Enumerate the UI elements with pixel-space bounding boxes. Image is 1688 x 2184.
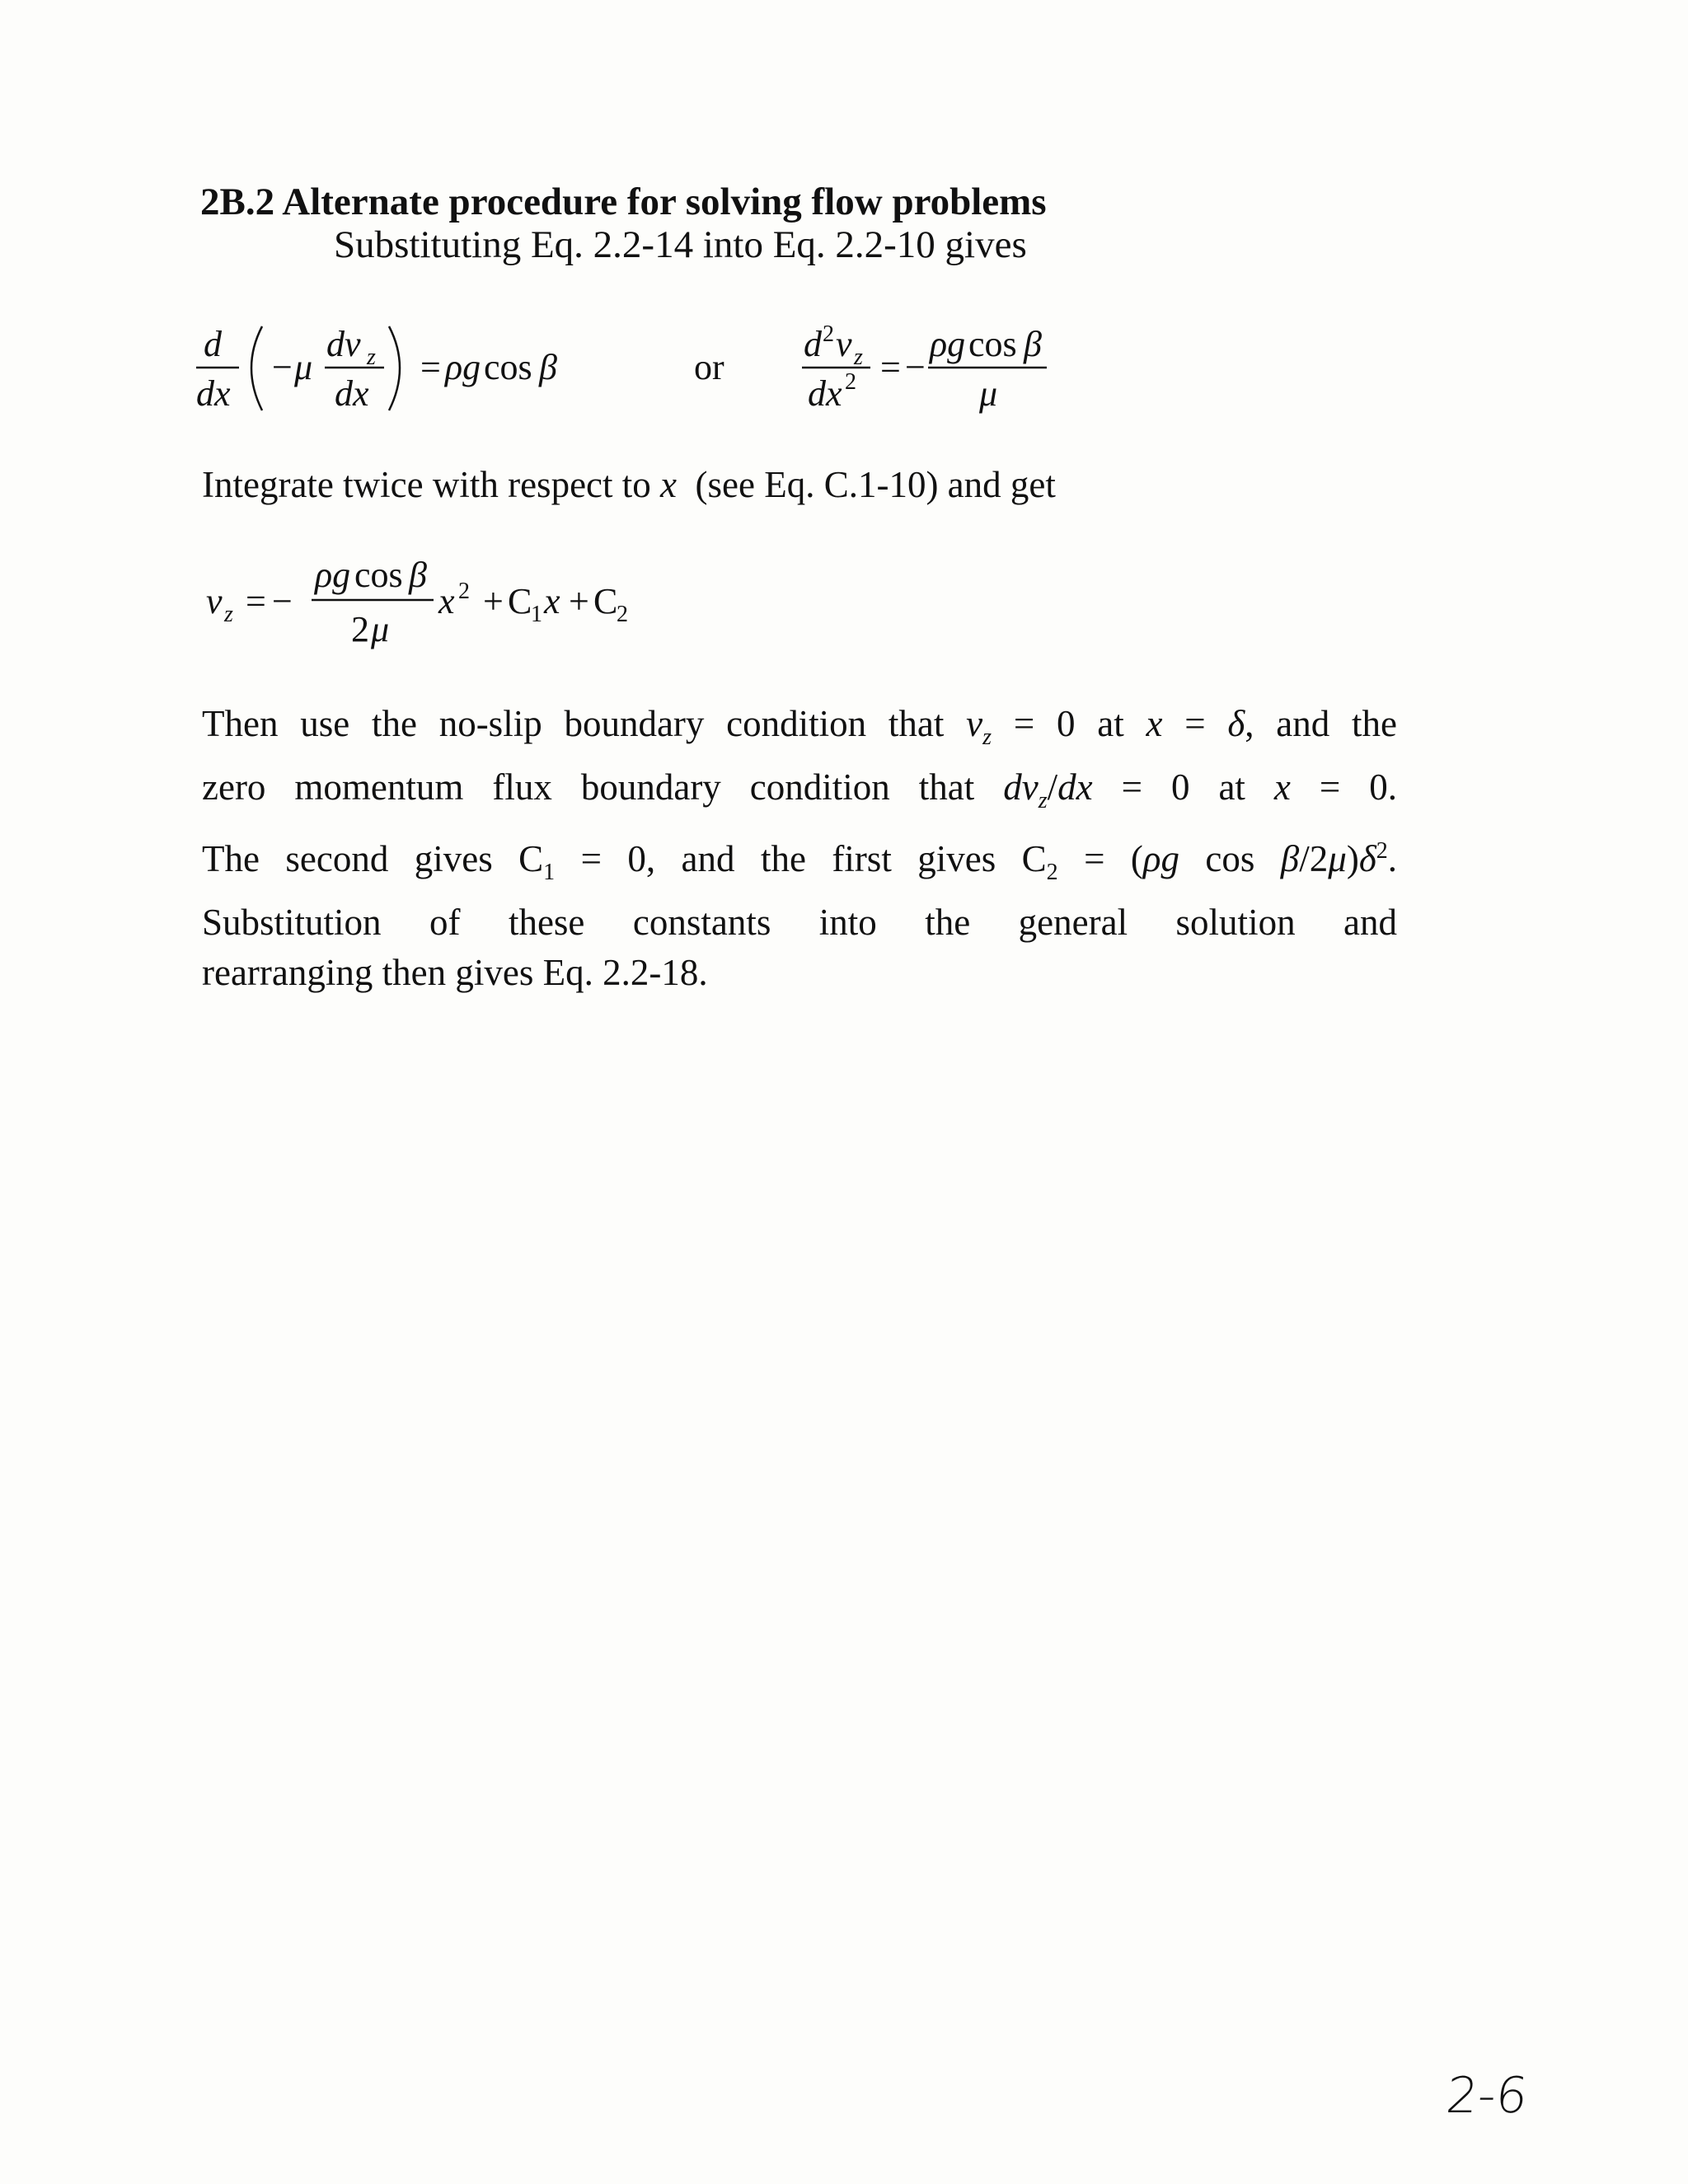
svg-text:ρg: ρg [315,555,351,595]
svg-text:μ: μ [979,373,998,414]
paragraph-line-3: The second gives $C_1 = 0$, and the first gives $C_2 = (\rho g$ $\cos \beta/2\mu)\delta^2$. [202,838,1397,885]
svg-text:dv: dv [326,324,361,364]
section-heading [200,180,1047,224]
svg-text:μ: μ [294,347,313,387]
svg-text:z: z [367,344,376,370]
svg-text:=: = [246,581,266,621]
svg-text:=: = [420,347,441,387]
svg-text:cos: cos [484,347,532,387]
svg-text:dx: dx [196,373,231,414]
svg-text:C: C [508,581,532,621]
integrate-text-before: Integrate twice with respect to [202,464,661,505]
svg-text:C: C [593,581,618,621]
svg-text:dx: dx [335,373,369,414]
page-number: 2-6 [1443,2067,1531,2125]
integrate-variable: x [660,464,678,505]
equation-1-left [196,324,557,414]
svg-text:2: 2 [823,321,834,347]
integrate-text-after: (see Eq. C.1-10) and get [695,464,1056,505]
svg-text:−: − [272,581,293,621]
svg-text:z: z [854,344,863,370]
svg-text:cos: cos [354,555,403,595]
svg-text:β: β [409,555,427,595]
equation-1-connector: or [694,347,724,387]
paragraph-line-5: rearranging then gives Eq. 2.2-18. [202,952,708,993]
svg-text:x: x [544,581,560,621]
svg-text:x: x [438,581,455,621]
intro-text: Substituting Eq. 2.2-14 into Eq. 2.2-10 gives [334,223,1027,266]
paragraph-line-2: zero momentum flux boundary condition that $dv_z/dx = 0$ at x = 0. [202,766,1397,813]
svg-text:1: 1 [531,602,542,627]
svg-text:z: z [224,602,233,627]
svg-text:β: β [539,347,557,387]
svg-text:+: + [569,581,589,621]
svg-text:2: 2 [458,579,470,604]
svg-text:v: v [206,581,223,621]
paragraph-line-1: Then use the no-slip boundary condition that $v_z = 0$ at x = δ, and the [202,703,1398,750]
svg-text:μ: μ [371,609,390,649]
equation-1-right [802,321,1047,414]
svg-text:ρg: ρg [445,347,481,387]
boundary-condition-paragraph [202,699,1397,998]
svg-text:2: 2 [845,369,856,395]
svg-text:−: − [905,347,926,387]
svg-text:2: 2 [617,602,628,627]
svg-text:v: v [836,324,852,364]
svg-text:β: β [1024,324,1042,364]
integrate-text [202,463,1056,506]
svg-text:−: − [272,347,293,387]
svg-text:d: d [204,324,222,364]
equation-2 [190,544,717,668]
svg-text:+: + [483,581,504,621]
svg-text:d: d [804,324,822,364]
svg-text:dx: dx [808,373,842,414]
svg-text:cos: cos [968,324,1017,364]
section-title: Alternate procedure for solving flow problems [282,180,1047,223]
svg-text:ρg: ρg [930,324,966,364]
paragraph-line-4: Substitution of these constants into the general solution and [202,902,1397,943]
equation-1 [190,313,1113,437]
svg-text:2: 2 [351,609,369,649]
section-number: 2B.2 [200,180,275,223]
svg-text:=: = [880,347,901,387]
